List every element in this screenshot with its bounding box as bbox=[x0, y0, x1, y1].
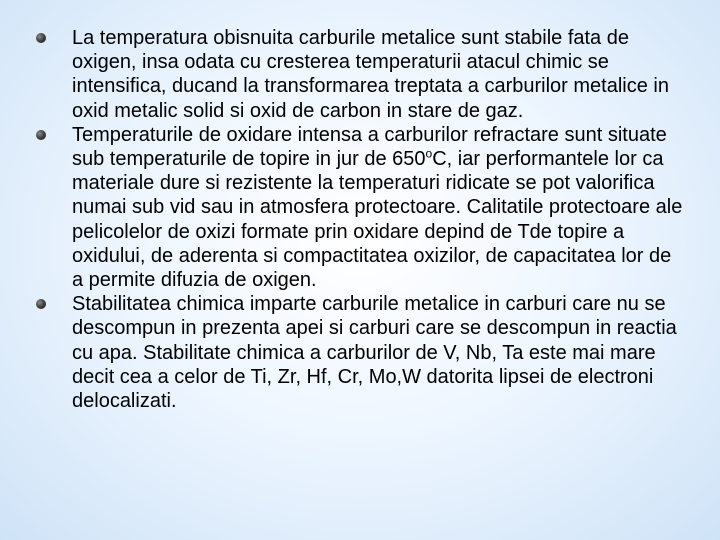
bullet-item-1 bbox=[36, 26, 686, 123]
bullet-text-2-part-1: Temperaturile de oxidare intensa a carburilor refractare sunt situate sub temperaturile de topire in jur de 650 bbox=[72, 123, 667, 171]
bullet-text-2-part-2: C, iar performantele lor ca materiale dure si rezistente la temperaturi ridicate se pot valorifica numai sub vid sau in atmosfera protectoare. Calitatile protectoare ale pelicolelor de oxizi formate prin oxidare depind de Tde topire a oxidului, de aderenta si compactitatea oxizilor, de capacitatea lor de a permite difuzia de oxigen. bbox=[72, 148, 683, 292]
bullet-dot-icon bbox=[36, 130, 46, 140]
bullet-dot-icon bbox=[36, 299, 46, 309]
bullet-text-3: Stabilitatea chimica imparte carburile metalice in carburi care nu se descompun in prezenta apei si carburi care se descompun in reactia cu apa. Stabilitate chimica a carburilor de V, Nb, Ta este mai mare decit cea a celor de Ti, Zr, Hf, Cr, Mo,W datorita lipsei de electroni delocalizati. bbox=[72, 293, 677, 413]
bullet-dot-icon bbox=[36, 33, 46, 43]
degree-superscript: o bbox=[425, 146, 433, 161]
bullet-item-2 bbox=[36, 123, 686, 292]
bullet-list bbox=[36, 26, 686, 413]
bullet-text-1: La temperatura obisnuita carburile metalice sunt stabile fata de oxigen, insa odata cu cresterea temperaturii atacul chimic se intensifica, ducand la transformarea treptata a carburilor metalice in oxid metalic solid si oxid de carbon in stare de gaz. bbox=[72, 27, 669, 122]
bullet-text-2 bbox=[72, 123, 686, 292]
bullet-item-3 bbox=[36, 292, 686, 413]
